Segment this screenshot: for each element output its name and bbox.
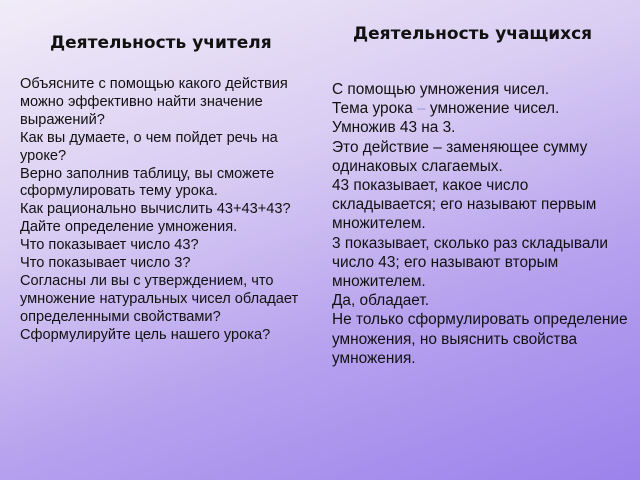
teacher-item: Согласны ли вы с утверждением, что умножение натуральных чисел обладает определенными свойствами? bbox=[20, 272, 299, 325]
teacher-item: Верно заполнив таблицу, вы сможете сформулировать тему урока. bbox=[20, 165, 275, 200]
teacher-item: Объясните с помощью какого действия можно эффективно найти значение выражений? bbox=[20, 76, 288, 128]
teacher-column-heading: Деятельность учителя bbox=[50, 33, 272, 53]
student-item: Да, обладает. bbox=[332, 292, 429, 310]
teacher-item: Как рационально вычислить 43+43+43? bbox=[20, 201, 291, 218]
student-column-heading: Деятельность учащихся bbox=[353, 24, 593, 44]
teacher-item: Что показывает число 43? bbox=[20, 237, 199, 254]
teacher-item: Что показывает число 3? bbox=[20, 255, 191, 272]
topic-dash: – bbox=[417, 100, 426, 118]
teacher-item: Дайте определение умножения. bbox=[20, 219, 238, 236]
topic-suffix: умножение чисел. bbox=[429, 100, 560, 118]
student-item: Это действие – заменяющее сумму одинаковых слагаемых. bbox=[332, 138, 588, 175]
teacher-activity-list bbox=[20, 76, 325, 345]
student-item: Не только сформулировать определение умножения, но выяснить свойства умножения. bbox=[332, 311, 628, 367]
student-item: Умножив 43 на 3. bbox=[332, 119, 456, 137]
topic-prefix: Тема урока bbox=[332, 100, 413, 118]
teacher-item: Сформулируйте цель нашего урока? bbox=[20, 326, 271, 343]
student-item: 43 показывает, какое число складывается; его называют первым множителем. bbox=[332, 177, 597, 233]
student-item: С помощью умножения чисел. bbox=[332, 81, 550, 98]
student-item-topic bbox=[332, 99, 632, 118]
student-item: 3 показывает, сколько раз складывали число 43; его называют вторым множителем. bbox=[332, 234, 608, 291]
student-activity-list bbox=[332, 80, 632, 368]
teacher-item: Как вы думаете, о чем пойдет речь на уроке? bbox=[20, 129, 278, 164]
